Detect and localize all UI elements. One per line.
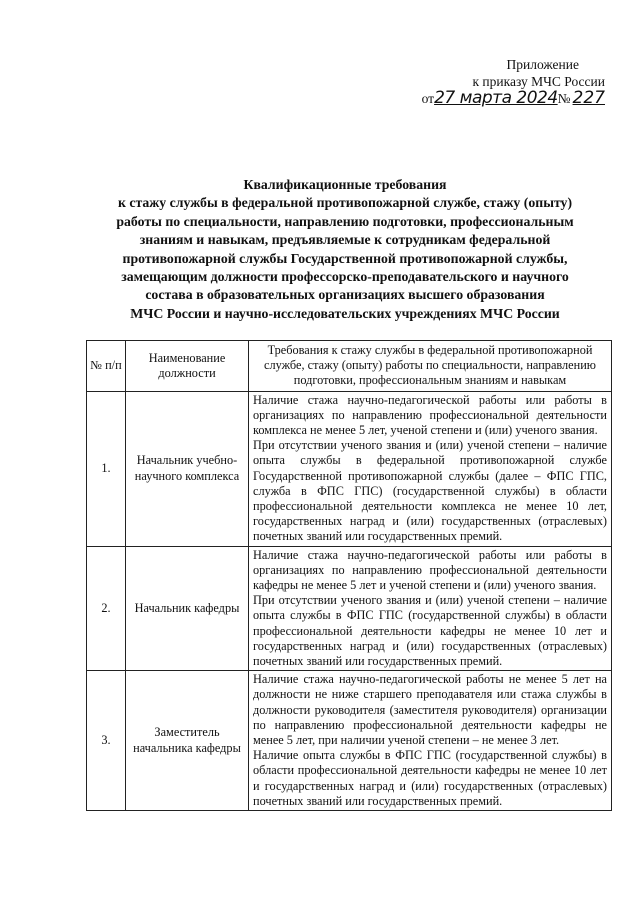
table-header-row <box>87 341 612 392</box>
row-requirements <box>249 546 612 671</box>
table-row <box>87 671 612 811</box>
title-line: противопожарной службы Государственной противопожарной службы, <box>122 250 568 266</box>
row-position: Начальник учебно-научного комплекса <box>126 391 249 546</box>
row-requirements <box>249 391 612 546</box>
handwritten-number: 227 <box>572 88 605 108</box>
title-line: Квалификационные требования <box>243 177 447 192</box>
title-line: замещающим должности профессорско-преподавательского и научного <box>121 269 569 285</box>
appendix-block <box>420 56 605 107</box>
row-num: 2. <box>87 546 126 671</box>
row-position: Заместитель начальника кафедры <box>126 671 249 811</box>
table-row <box>87 546 612 671</box>
appendix-date-line <box>420 90 605 107</box>
table-row <box>87 391 612 546</box>
appendix-label: Приложение <box>506 57 579 72</box>
requirement-paragraph: При отсутствии ученого звания и (или) ученой степени – наличие опыта службы в ФПС ГПС (государственной службы) в области профессиональной деятельности кафедры не менее 10 лет и государственных наград и (или) государственных (отраслевых) почетных званий или государственных премий. <box>253 593 607 669</box>
requirement-paragraph: Наличие стажа научно-педагогической работы или работы в организациях по направлению профессиональной деятельности комплекса не менее 5 лет, ученой степени и (или) ученого звания. <box>253 392 607 438</box>
title-line: состава в образовательных организациях высшего образования <box>145 287 545 303</box>
handwritten-date: 27 марта 2024 <box>434 88 558 108</box>
title-line: знаниям и навыкам, предъявляемые к сотрудникам федеральной <box>139 232 551 248</box>
number-sign: № <box>557 91 571 106</box>
requirement-paragraph: При отсутствии ученого звания и (или) ученой степени – наличие опыта службы в федеральной противопожарной службе Государственной противопожарной службы (далее – ФПС ГПС, служба в ФПС ГПС) (государственной службы) в области профессиональной деятельности комплекса не менее 10 лет, государственных наград и (или) государственных (отраслевых) почетных званий или государственных премий. <box>253 438 607 544</box>
header-requirements: Требования к стажу службы в федеральной противопожарной службе, стажу (опыту) работы по специальности, направлению подготовки, профессиональным знаниям и навыкам <box>249 341 612 392</box>
header-num: № п/п <box>87 341 126 392</box>
row-num: 3. <box>87 671 126 811</box>
requirement-paragraph: Наличие опыта службы в ФПС ГПС (государственной службы) в области профессиональной деятельности кафедры не менее 10 лет и государственных наград и (или) государственных (отраслевых) почетных званий или государственных премий. <box>253 748 607 808</box>
document-title <box>80 176 610 323</box>
date-prefix: от <box>421 91 435 106</box>
row-requirements <box>249 671 612 811</box>
requirement-paragraph: Наличие стажа научно-педагогической работы или работы в организациях по направлению профессиональной деятельности кафедры не менее 5 лет и ученой степени и (или) ученого звания. <box>253 547 607 593</box>
row-position: Начальник кафедры <box>126 546 249 671</box>
title-line: работы по специальности, направлению подготовки, профессиональным <box>116 213 574 229</box>
requirement-paragraph: Наличие стажа научно-педагогической работы не менее 5 лет на должности не ниже старшего преподавателя или стажа службы в должности руководителя (заместителя руководителя) организации по направлению профессиональной деятельности кафедры не менее 5 лет, при наличии ученой степени – не менее 3 лет. <box>253 672 607 748</box>
row-num: 1. <box>87 391 126 546</box>
title-line: МЧС России и научно-исследовательских учреждениях МЧС России <box>130 305 560 321</box>
title-line: к стажу службы в федеральной противопожарной службе, стажу (опыту) <box>117 195 573 211</box>
requirements-table <box>86 340 612 811</box>
header-position: Наименование должности <box>126 341 249 392</box>
appendix-order-ref: к приказу МЧС России <box>472 74 605 89</box>
